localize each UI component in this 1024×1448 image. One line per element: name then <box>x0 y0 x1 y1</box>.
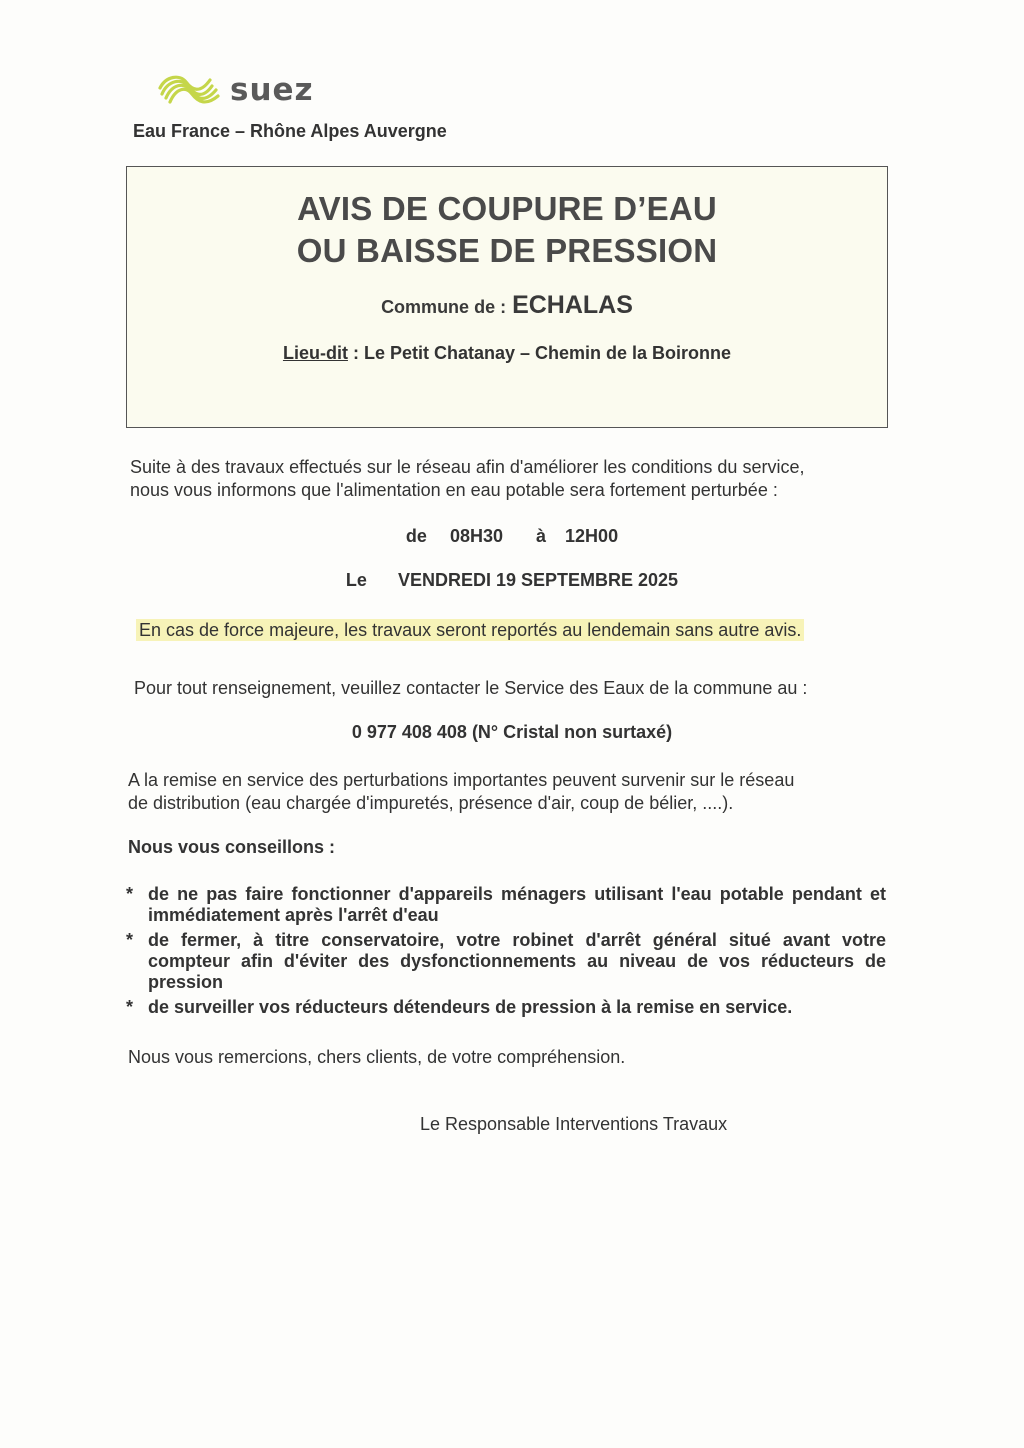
remise-line-2: de distribution (eau chargée d'impuretés, présence d'air, coup de bélier, ....). <box>128 793 734 813</box>
notice-title-line2: OU BAISSE DE PRESSION <box>296 232 718 269</box>
notice-title-line1: AVIS DE COUPURE D’EAU <box>297 190 717 227</box>
remise-line-1: A la remise en service des perturbations importantes peuvent survenir sur le réseau <box>128 770 795 790</box>
advice-list <box>126 884 886 1022</box>
bullet-star: * <box>126 884 134 904</box>
time-from-label: de <box>405 526 427 546</box>
advice-item <box>126 884 886 926</box>
commune-value: ECHALAS <box>512 291 633 319</box>
time-range <box>0 526 1024 547</box>
bullet-star: * <box>126 930 134 950</box>
lieu-dit-label: Lieu-dit <box>282 343 348 363</box>
date-value: VENDREDI 19 SEPTEMBRE 2025 <box>397 570 679 590</box>
time-to-label: à <box>536 526 547 546</box>
notice-header-box <box>126 166 888 428</box>
commune <box>127 291 887 320</box>
force-majeure-notice <box>136 619 804 642</box>
advice-item <box>126 930 886 993</box>
contact-line: Pour tout renseignement, veuillez contacter le Service des Eaux de la commune au : <box>134 678 808 698</box>
time-to: 12H00 <box>565 526 619 546</box>
thanks-line: Nous vous remercions, chers clients, de votre compréhension. <box>128 1047 626 1067</box>
date-line <box>0 570 1024 591</box>
bullet-star: * <box>126 997 134 1017</box>
intro-line-1: Suite à des travaux effectués sur le réseau afin d'améliorer les conditions du service, <box>130 457 805 477</box>
advice-item-text: de fermer, à titre conservatoire, votre robinet d'arrêt général situé avant votre compteur afin d'éviter des dysfonctionnements au niveau de vos réducteurs de pression <box>148 930 886 992</box>
intro-line-2: nous vous informons que l'alimentation en eau potable sera fortement perturbée : <box>130 480 778 500</box>
advice-item-text: de ne pas faire fonctionner d'appareils ménagers utilisant l'eau potable pendant et immédiatement après l'arrêt d'eau <box>148 884 886 925</box>
force-majeure-text: En cas de force majeure, les travaux seront reportés au lendemain sans autre avis. <box>136 619 804 641</box>
lieu-dit <box>127 343 887 364</box>
date-label: Le <box>345 570 367 590</box>
suez-swirl-icon <box>156 70 226 110</box>
signature: Le Responsable Interventions Travaux <box>420 1114 728 1134</box>
advice-item <box>126 997 886 1018</box>
advice-heading: Nous vous conseillons : <box>128 837 336 857</box>
commune-label: Commune de : <box>381 297 507 317</box>
lieu-dit-value: : Le Petit Chatanay – Chemin de la Boironne <box>347 343 732 363</box>
region-name: Eau France – Rhône Alpes Auvergne <box>133 121 447 141</box>
time-from: 08H30 <box>449 526 503 546</box>
advice-item-text: de surveiller vos réducteurs détendeurs de pression à la remise en service. <box>148 997 793 1017</box>
suez-logo <box>156 70 314 110</box>
suez-wordmark: suez <box>230 71 314 108</box>
phone-number: 0 977 408 408 (N° Cristal non surtaxé) <box>351 722 673 742</box>
